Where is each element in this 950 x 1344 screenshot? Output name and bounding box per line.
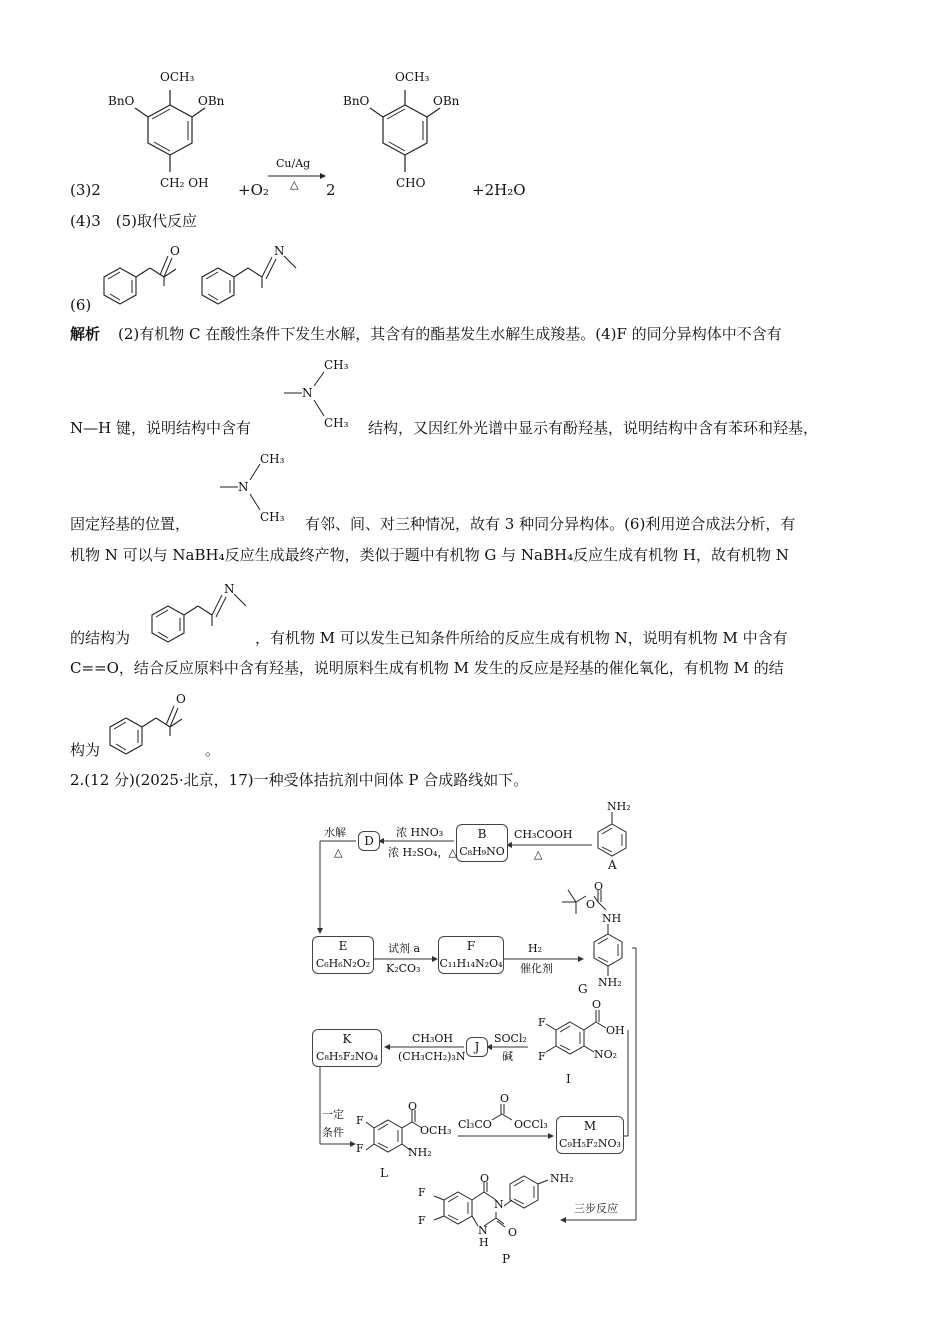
compound-p-n: N (494, 1198, 504, 1211)
compound-g-nh2: NH₂ (598, 976, 622, 989)
compound-e-label: E (338, 939, 348, 953)
compound-m-box (556, 1116, 624, 1154)
compound-p-f1: F (418, 1186, 426, 1199)
i-to-j-reagent: SOCl₂ (494, 1032, 527, 1045)
compound-k-label: K (342, 1032, 352, 1046)
triphosgene-left: Cl₃CO (458, 1118, 492, 1131)
f-to-g-condition: 催化剂 (520, 962, 553, 975)
analysis-p3b: 有邻、间、对三种情况，故有 3 种同分异构体。(6)利用逆合成法分析，有 (305, 515, 796, 533)
compound-l-o: O (408, 1100, 418, 1113)
compound-i-f1: F (538, 1016, 546, 1029)
reactant-ch2oh: CH₂ OH (160, 176, 209, 190)
a-to-b-reagent: CH₃COOH (514, 828, 573, 841)
compound-n-label-n: N (224, 582, 235, 596)
j-to-k-reagent: CH₃OH (412, 1032, 454, 1045)
compound-l-och3: OCH₃ (420, 1124, 452, 1137)
compound-l-f2: F (356, 1142, 364, 1155)
product-cho: CHO (396, 176, 426, 190)
compound-p-structure (416, 1170, 566, 1250)
compound-b-box (456, 824, 508, 862)
fragment1-ch3-top: CH₃ (324, 358, 349, 372)
compound-e-formula: C₆H₆N₂O₂ (315, 957, 371, 970)
plus-water: +2H₂O (472, 181, 526, 199)
analysis-p4: 机物 N 可以与 NaBH₄反应生成最终产物，类似于题中有机物 G 与 NaBH₄反应生成有机物 H，故有机物 N (70, 546, 789, 564)
compound-p-o1: O (480, 1172, 490, 1185)
fragment2-ch3-bottom: CH₃ (260, 510, 285, 524)
compound-i-no2: NO₂ (594, 1048, 618, 1061)
compound-f-label: F (466, 939, 476, 953)
analysis-title: 解析 (70, 325, 101, 343)
reactant-obn-left: BnO (108, 94, 135, 108)
compound-i-o: O (592, 998, 602, 1011)
imine-n: N (274, 244, 285, 258)
compound-p-f2: F (418, 1214, 426, 1227)
question-2-title: 2.(12 分)(2025·北京，17)一种受体拮抗剂中间体 P 合成路线如下。 (70, 771, 529, 789)
compound-l-nh2: NH₂ (408, 1146, 432, 1159)
answer-4-5: (4)3 (5)取代反应 (70, 212, 198, 230)
compound-j-box (466, 1037, 488, 1057)
compound-i-oh: OH (606, 1024, 625, 1037)
compound-a-label: A (608, 858, 617, 872)
compound-m-label: M (583, 1119, 597, 1133)
compound-i-structure (540, 1008, 630, 1078)
reactant-och3: OCH₃ (160, 70, 195, 84)
answer-3-label: (3)2 (70, 181, 101, 199)
b-to-d-condition: 浓 H₂SO₄，△ (388, 846, 457, 859)
compound-p-nh2: NH₂ (550, 1172, 574, 1185)
analysis-p3a: 固定羟基的位置， (70, 515, 191, 533)
triphosgene-right: OCCl₃ (514, 1118, 548, 1131)
product-coefficient: 2 (326, 181, 336, 199)
k-to-l-condition-2: 条件 (322, 1126, 344, 1139)
plus-o2: +O₂ (238, 181, 269, 199)
fragment1-n: N (302, 386, 313, 400)
f-to-g-reagent: H₂ (528, 942, 543, 955)
analysis-p6: C==O，结合反应原料中含有羟基，说明原料生成有机物 M 发生的反应是羟基的催化氧化，有机物 M 的结 (70, 659, 784, 677)
compound-f-formula: C₁₁H₁₄N₂O₄ (439, 957, 503, 970)
k-to-l-condition-1: 一定 (322, 1108, 344, 1121)
compound-p-label: P (502, 1252, 511, 1266)
compound-g-label: G (578, 982, 588, 996)
i-to-j-condition: 碱 (502, 1050, 513, 1063)
compound-a-ring (596, 818, 646, 870)
compound-l-label: L (380, 1166, 388, 1180)
b-to-d-reagent: 浓 HNO₃ (396, 826, 444, 839)
condition-heat: △ (290, 178, 299, 191)
compound-j-label: J (474, 1040, 480, 1054)
compound-e-box (312, 936, 374, 974)
compound-d-box (358, 831, 380, 851)
analysis-p7b: 。 (205, 741, 221, 759)
analysis-p1: (2)有机物 C 在酸性条件下发生水解，其含有的酯基发生水解生成羧基。(4)F 的同分异构体中不含有 (118, 325, 782, 343)
ketone-o: O (170, 244, 180, 258)
analysis-p7a: 构为 (70, 741, 101, 759)
condition-cu-ag: Cu/Ag (276, 157, 311, 170)
d-to-e-reagent: 水解 (324, 826, 346, 839)
triphosgene-o: O (500, 1092, 510, 1105)
analysis-p2b: 结构，又因红外光谱中显示有酚羟基，说明结构中含有苯环和羟基， (368, 419, 819, 437)
reactant-obn-right: OBn (198, 94, 225, 108)
j-to-k-condition: (CH₃CH₂)₃N (398, 1050, 466, 1063)
compound-g-o: O (594, 880, 604, 893)
compound-p-nh-h: H (479, 1236, 489, 1249)
compound-g-nh: NH (602, 912, 622, 925)
compound-i-label: I (566, 1072, 571, 1086)
product-och3: OCH₃ (395, 70, 430, 84)
compound-i-f2: F (538, 1050, 546, 1063)
e-to-f-condition: K₂CO₃ (386, 962, 421, 975)
fragment2-n: N (238, 480, 249, 494)
e-to-f-reagent: 试剂 a (388, 942, 421, 955)
analysis-p5a: 的结构为 (70, 629, 131, 647)
fragment2-ch3-top: CH₃ (260, 452, 285, 466)
compound-g-ester-o: O (586, 898, 596, 911)
compound-k-box (312, 1029, 382, 1067)
a-to-b-condition: △ (534, 848, 543, 861)
compound-p-nh-n: N (478, 1224, 488, 1237)
compound-m-o: O (176, 692, 186, 706)
compound-p-o2: O (508, 1226, 518, 1239)
compound-g-structure (560, 880, 640, 990)
compound-b-label: B (477, 827, 487, 841)
product-obn-left: BnO (343, 94, 370, 108)
compound-f-box (438, 936, 504, 974)
compound-k-formula: C₈H₅F₂NO₄ (316, 1050, 378, 1063)
compound-l-f1: F (356, 1114, 364, 1127)
compound-a-nh2: NH₂ (607, 800, 631, 813)
fragment1-ch3-bottom: CH₃ (324, 416, 349, 430)
three-step-reaction: 三步反应 (574, 1202, 618, 1215)
compound-m-formula: C₉H₅F₂NO₃ (559, 1137, 621, 1150)
compound-d-label: D (364, 834, 374, 848)
analysis-p5b: ，有机物 M 可以发生已知条件所给的反应生成有机物 N，说明有机物 M 中含有 (255, 629, 788, 647)
analysis-p2a: N—H 键，说明结构中含有 (70, 419, 251, 437)
product-obn-right: OBn (433, 94, 460, 108)
answer-6-label: (6) (70, 296, 92, 314)
compound-b-formula: C₈H₉NO (459, 845, 505, 858)
d-to-e-condition: △ (334, 846, 343, 859)
